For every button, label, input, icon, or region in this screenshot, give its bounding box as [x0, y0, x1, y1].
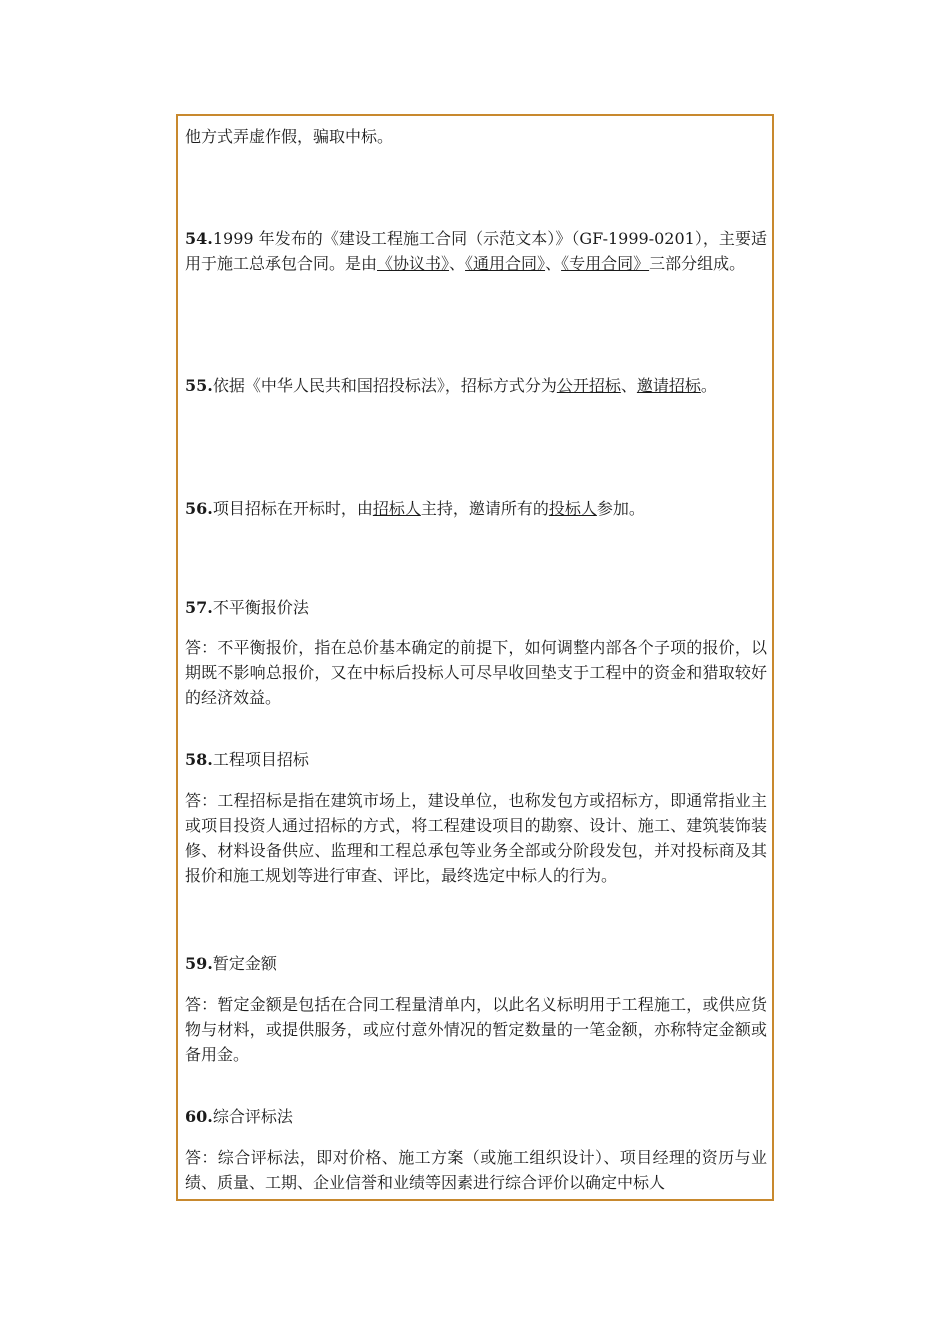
- answer-blank: 《通用合同》: [465, 254, 546, 273]
- separator: 、: [545, 254, 562, 273]
- term-title: 工程项目招标: [212, 750, 309, 769]
- question-59-answer: 答：暂定金额是包括在合同工程量清单内，以此名义标明用于工程施工，或供应货物与材料，或提供服务，或应付意外情况的暂定数量的一笔金额，亦称特定金额或备用金。: [185, 995, 767, 1064]
- question-60-title: [185, 1104, 767, 1129]
- question-number: 55.: [185, 376, 213, 395]
- answer-blank: 招标人: [372, 499, 421, 518]
- answer-blank: 投标人: [548, 499, 597, 518]
- question-text: 项目招标在开标时，由: [212, 499, 373, 518]
- question-text: 主持，邀请所有的: [420, 499, 549, 518]
- question-number: 56.: [185, 499, 213, 518]
- question-number: 58.: [185, 750, 213, 769]
- question-number: 54.: [185, 229, 213, 248]
- question-55: [185, 373, 767, 398]
- question-number: 60.: [185, 1107, 213, 1126]
- answer-blank: 《专用合同》: [561, 254, 650, 273]
- question-60-answer: 答：综合评标法，即对价格、施工方案（或施工组织设计）、项目经理的资历与业绩、质量、工期、企业信誉和业绩等因素进行综合评价以确定中标人: [185, 1148, 767, 1192]
- question-58-answer: 答：工程招标是指在建筑市场上，建设单位，也称发包方或招标方，即通常指业主或项目投资人通过招标的方式，将工程建设项目的勘察、设计、施工、建筑装饰装修、材料设备供应、监理和工程总承包等业务全部或分阶段发包，并对投标商及其报价和施工规划等进行审查、评比，最终选定中标人的行为。: [185, 791, 767, 885]
- intro-tail-text: 他方式弄虚作假，骗取中标。: [185, 127, 394, 146]
- question-text: 依据《中华人民共和国招投标法》，招标方式分为: [212, 376, 557, 395]
- term-title: 暂定金额: [212, 954, 277, 973]
- question-text: 参加。: [596, 499, 645, 518]
- answer-blank: 邀请招标: [636, 376, 701, 395]
- answer-blank: 《协议书》: [377, 254, 450, 273]
- separator: 、: [620, 376, 637, 395]
- question-text: 三部分组成。: [649, 254, 746, 273]
- separator: 、: [449, 254, 466, 273]
- question-59-title: [185, 951, 767, 976]
- question-58-title: [185, 747, 767, 772]
- term-title: 综合评标法: [212, 1107, 293, 1126]
- question-57-answer: 答：不平衡报价，指在总价基本确定的前提下，如何调整内部各个子项的报价，以期既不影响总报价，又在中标后投标人可尽早收回垫支于工程中的资金和猎取较好的经济效益。: [185, 638, 767, 707]
- question-56: [185, 496, 767, 521]
- term-title: 不平衡报价法: [212, 598, 309, 617]
- question-text: 1999 年发布的《建设工程施工合同（示范文本）》（GF-1999-0201），主要适用于施工总承包合同。是由: [185, 229, 767, 273]
- question-number: 59.: [185, 954, 213, 973]
- content-frame: [176, 114, 774, 1201]
- question-54: [185, 226, 767, 276]
- question-number: 57.: [185, 598, 213, 617]
- question-57-title: [185, 595, 767, 620]
- question-text: 。: [700, 376, 717, 395]
- answer-blank: 公开招标: [556, 376, 621, 395]
